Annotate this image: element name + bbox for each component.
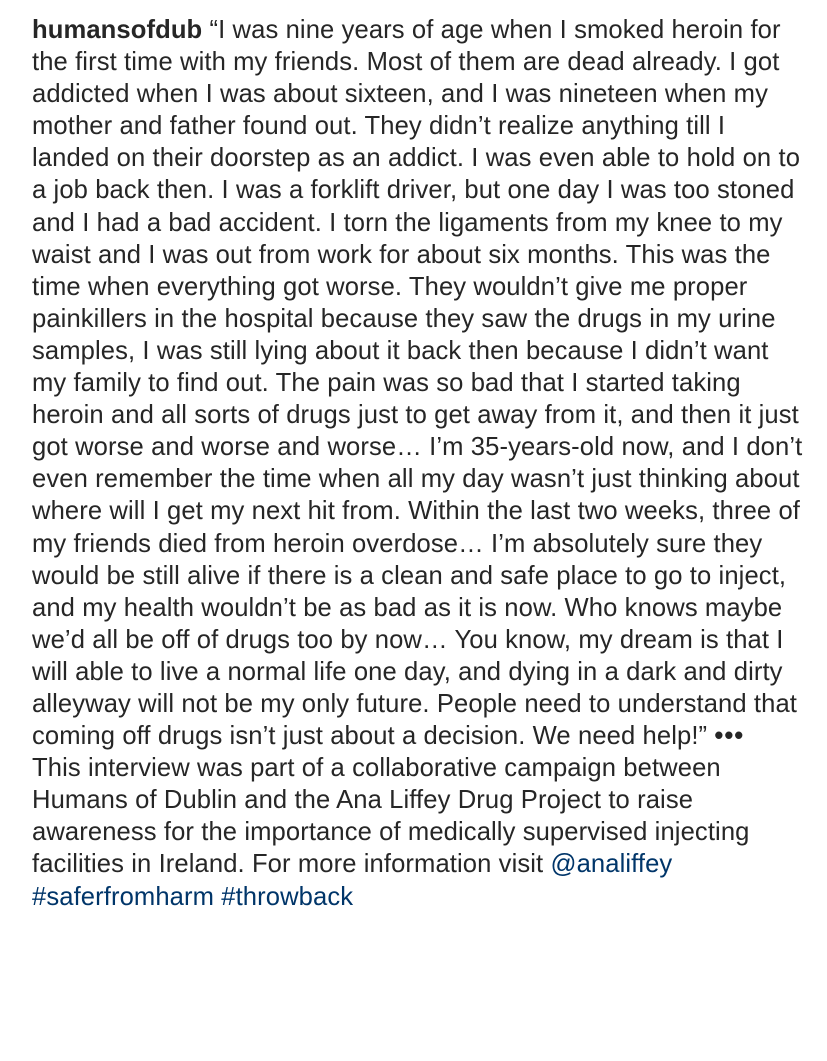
post-caption xyxy=(32,14,807,913)
username-link[interactable]: humansofdub xyxy=(32,16,203,44)
caption-campaign-paragraph xyxy=(32,752,807,912)
quote-text: “I was nine years of age when I smoked heroin for the first time with my friends. Most of them are dead already. I got addicted when I was about sixteen, and I was nineteen when my mother and father found out. They didn’t realize anything till I landed on their doorstep as an addict. I was even able to hold on to a job back then. I was a forklift driver, but one day I was too stoned and I had a bad accident. I torn the ligaments from my knee to my waist and I was out from work for about six months. This was the time when everything got worse. They wouldn’t give me proper painkillers in the hospital because they saw the drugs in my urine samples, I was still lying about it back then because I didn’t want my family to find out. The pain was so bad that I started taking heroin and all sorts of drugs just to get away from it, and then it just got worse and worse and worse… I’m 35-years-old now, and I don’t even remember the time when all my day wasn’t just thinking about where will I get my next hit from. Within the last two weeks, three of my friends died from heroin overdose… I’m absolutely sure they would be still alive if there is a clean and safe place to go to inject, and my health wouldn’t be as bad as it is now. Who knows maybe we’d all be off of drugs too by now… You know, my dream is that I will able to live a normal life one day, and dying in a dark and dirty alleyway will not be my only future. People need to understand that coming off drugs isn’t just about a decision. We need help!” xyxy=(32,16,803,751)
mention-link-analiffey[interactable]: @analiffey xyxy=(550,850,673,879)
more-options-icon[interactable]: ••• xyxy=(714,722,745,751)
caption-quote-paragraph xyxy=(32,14,807,752)
hashtag-link-saferfromharm[interactable]: #saferfromharm xyxy=(32,882,215,911)
campaign-text: This interview was part of a collaborative campaign between Humans of Dublin and the Ana Liffey Drug Project to raise awareness for the importance of medically supervised injecting facilities in Ireland. For more information visit xyxy=(32,754,750,879)
hashtag-link-throwback[interactable]: #throwback xyxy=(221,882,354,911)
